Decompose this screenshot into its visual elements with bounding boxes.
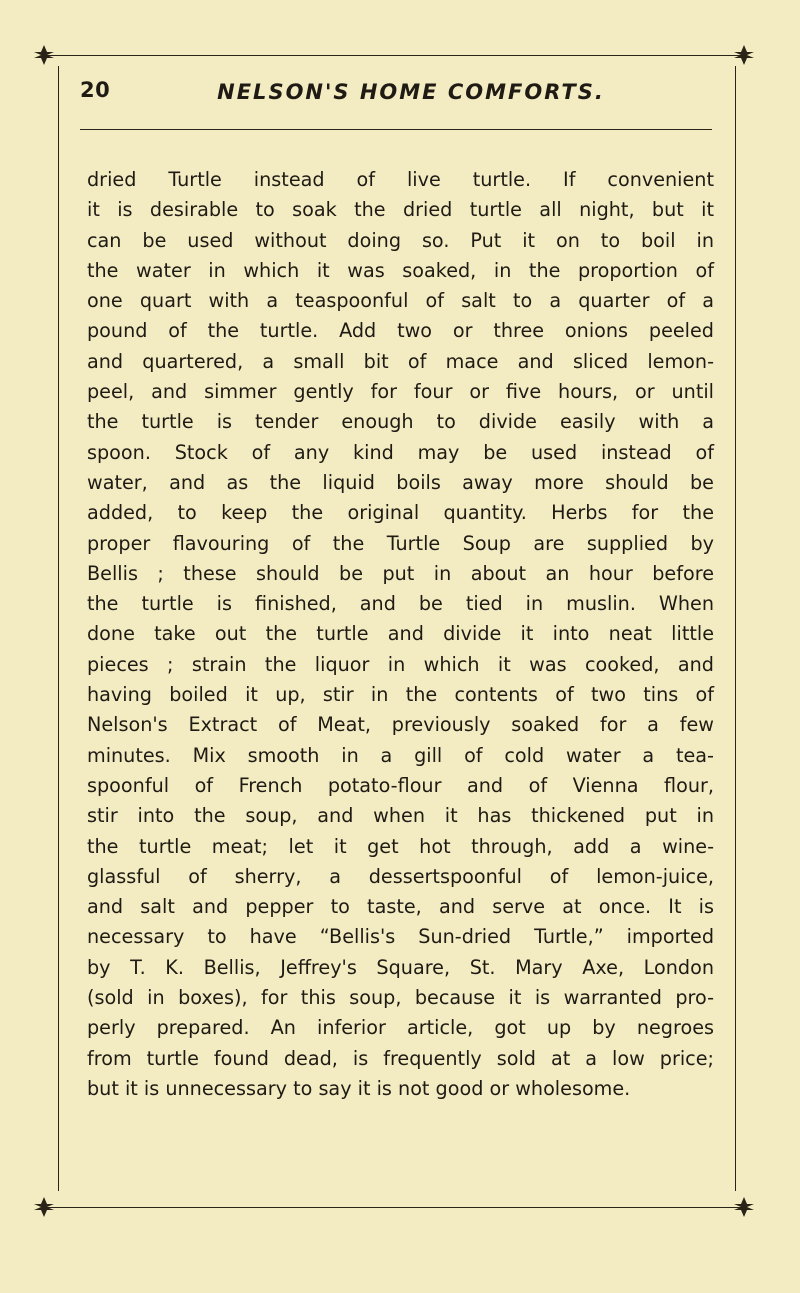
- page-header: [80, 76, 720, 116]
- text-line: having boiled it up, stir in the contents of two tins of: [87, 683, 714, 707]
- cross-pattee-icon: [733, 1196, 755, 1218]
- text-line: the turtle is finished, and be tied in muslin. When: [87, 592, 714, 616]
- text-line: from turtle found dead, is frequently sold at a low price;: [87, 1046, 714, 1070]
- running-head: NELSON'S HOME COMFORTS.: [217, 80, 605, 104]
- frame-right-rule: [735, 66, 736, 1191]
- text-line: the turtle is tender enough to divide easily with a: [87, 410, 714, 434]
- text-line: proper flavouring of the Turtle Soup are supplied by: [87, 531, 714, 555]
- text-line: but it is unnecessary to say it is not good or wholesome.: [87, 1076, 631, 1100]
- text-line: (sold in boxes), for this soup, because it is warranted pro-: [87, 986, 714, 1010]
- text-line: by T. K. Bellis, Jeffrey's Square, St. Mary Axe, London: [87, 955, 714, 979]
- text-line: pound of the turtle. Add two or three onions peeled: [87, 319, 714, 343]
- cross-pattee-icon: [33, 1196, 55, 1218]
- text-line: dried Turtle instead of live turtle. If convenient: [87, 168, 714, 191]
- text-line: water, and as the liquid boils away more should be: [87, 470, 714, 494]
- text-line: and salt and pepper to taste, and serve at once. It is: [87, 895, 714, 919]
- page-number: 20: [80, 78, 111, 102]
- text-line: minutes. Mix smooth in a gill of cold water a tea-: [87, 743, 714, 767]
- frame-top-rule: [42, 55, 744, 56]
- text-line: spoonful of French potato-flour and of Vienna flour,: [87, 773, 714, 797]
- text-line: glassful of sherry, a dessertspoonful of lemon-juice,: [87, 864, 714, 888]
- frame-bottom-rule: [42, 1207, 744, 1208]
- text-line: one quart with a teaspoonful of salt to a quarter of a: [87, 289, 714, 313]
- text-line: can be used without doing so. Put it on to boil in: [87, 228, 714, 252]
- frame-left-rule: [58, 66, 59, 1191]
- cross-pattee-icon: [733, 44, 755, 66]
- text-line: pieces ; strain the liquor in which it was cooked, and: [87, 652, 714, 676]
- header-rule: [80, 129, 712, 130]
- text-line: it is desirable to soak the dried turtle all night, but it: [87, 198, 714, 222]
- text-line: added, to keep the original quantity. Herbs for the: [87, 501, 714, 525]
- recipe-text: [87, 165, 714, 1104]
- text-line: and quartered, a small bit of mace and sliced lemon-: [87, 349, 714, 373]
- text-line: Nelson's Extract of Meat, previously soaked for a few: [87, 713, 714, 737]
- text-line: the turtle meat; let it get hot through, add a wine-: [87, 834, 714, 858]
- text-line: necessary to have “Bellis's Sun-dried Turtle,” imported: [87, 925, 714, 949]
- text-line: stir into the soup, and when it has thickened put in: [87, 804, 714, 828]
- text-line: Bellis ; these should be put in about an hour before: [87, 561, 714, 585]
- text-line: the water in which it was soaked, in the proportion of: [87, 258, 714, 282]
- text-line: done take out the turtle and divide it into neat little: [87, 622, 714, 646]
- text-line: perly prepared. An inferior article, got up by negroes: [87, 1016, 714, 1040]
- text-line: peel, and simmer gently for four or five hours, or until: [87, 380, 714, 404]
- cross-pattee-icon: [33, 44, 55, 66]
- text-line: spoon. Stock of any kind may be used instead of: [87, 440, 714, 464]
